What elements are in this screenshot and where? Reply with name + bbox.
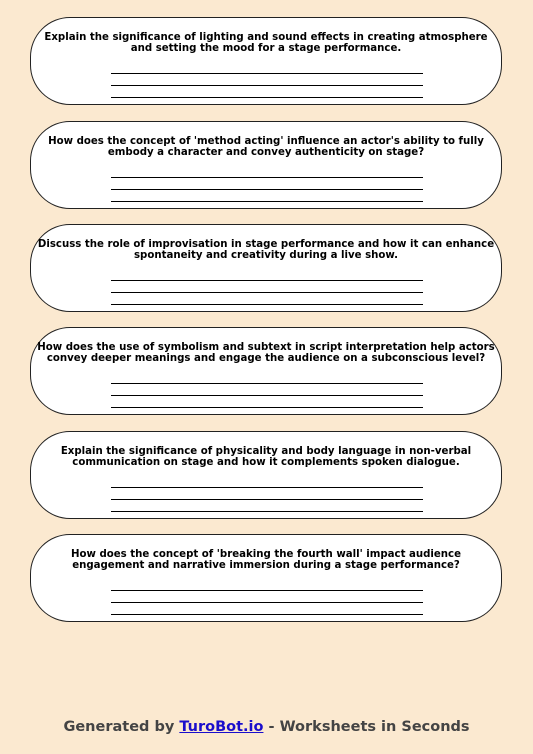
answer-line[interactable]	[111, 602, 423, 603]
answer-line[interactable]	[111, 280, 423, 281]
answer-line[interactable]	[111, 511, 423, 512]
question-text: How does the concept of 'method acting' influence an actor's ability to fully embody a character and convey authenticity on stage?	[48, 136, 484, 158]
answer-line[interactable]	[111, 590, 423, 591]
answer-line[interactable]	[111, 85, 423, 86]
footer-suffix: - Worksheets in Seconds	[263, 719, 470, 735]
answer-line[interactable]	[111, 614, 423, 615]
question-text: Discuss the role of improvisation in stage performance and how it can enhance spontaneity and creativity during a live show.	[37, 239, 495, 261]
footer-prefix: Generated by	[63, 719, 180, 735]
answer-line[interactable]	[111, 97, 423, 98]
footer	[0, 719, 533, 735]
question-card-2	[30, 121, 502, 209]
question-text: How does the use of symbolism and subtext in script interpretation help actors convey deeper meanings and engage the audience on a subconscious level?	[37, 342, 495, 364]
question-text: Explain the significance of physicality and body language in non-verbal communication on stage and how it complements spoken dialogue.	[60, 446, 472, 468]
question-card-3	[30, 224, 502, 312]
question-card-4	[30, 327, 502, 415]
answer-line[interactable]	[111, 499, 423, 500]
answer-line[interactable]	[111, 487, 423, 488]
answer-line[interactable]	[111, 407, 423, 408]
turobot-link[interactable]: TuroBot.io	[179, 719, 264, 735]
answer-line[interactable]	[111, 304, 423, 305]
answer-line[interactable]	[111, 383, 423, 384]
question-card-5	[30, 431, 502, 519]
question-text: Explain the significance of lighting and sound effects in creating atmosphere and setting the mood for a stage performance.	[44, 32, 488, 54]
answer-line[interactable]	[111, 395, 423, 396]
answer-line[interactable]	[111, 292, 423, 293]
question-text: How does the concept of 'breaking the fourth wall' impact audience engagement and narrative immersion during a stage performance?	[70, 549, 462, 571]
answer-line[interactable]	[111, 201, 423, 202]
answer-line[interactable]	[111, 177, 423, 178]
answer-line[interactable]	[111, 189, 423, 190]
question-card-1	[30, 17, 502, 105]
answer-line[interactable]	[111, 73, 423, 74]
question-card-6	[30, 534, 502, 622]
